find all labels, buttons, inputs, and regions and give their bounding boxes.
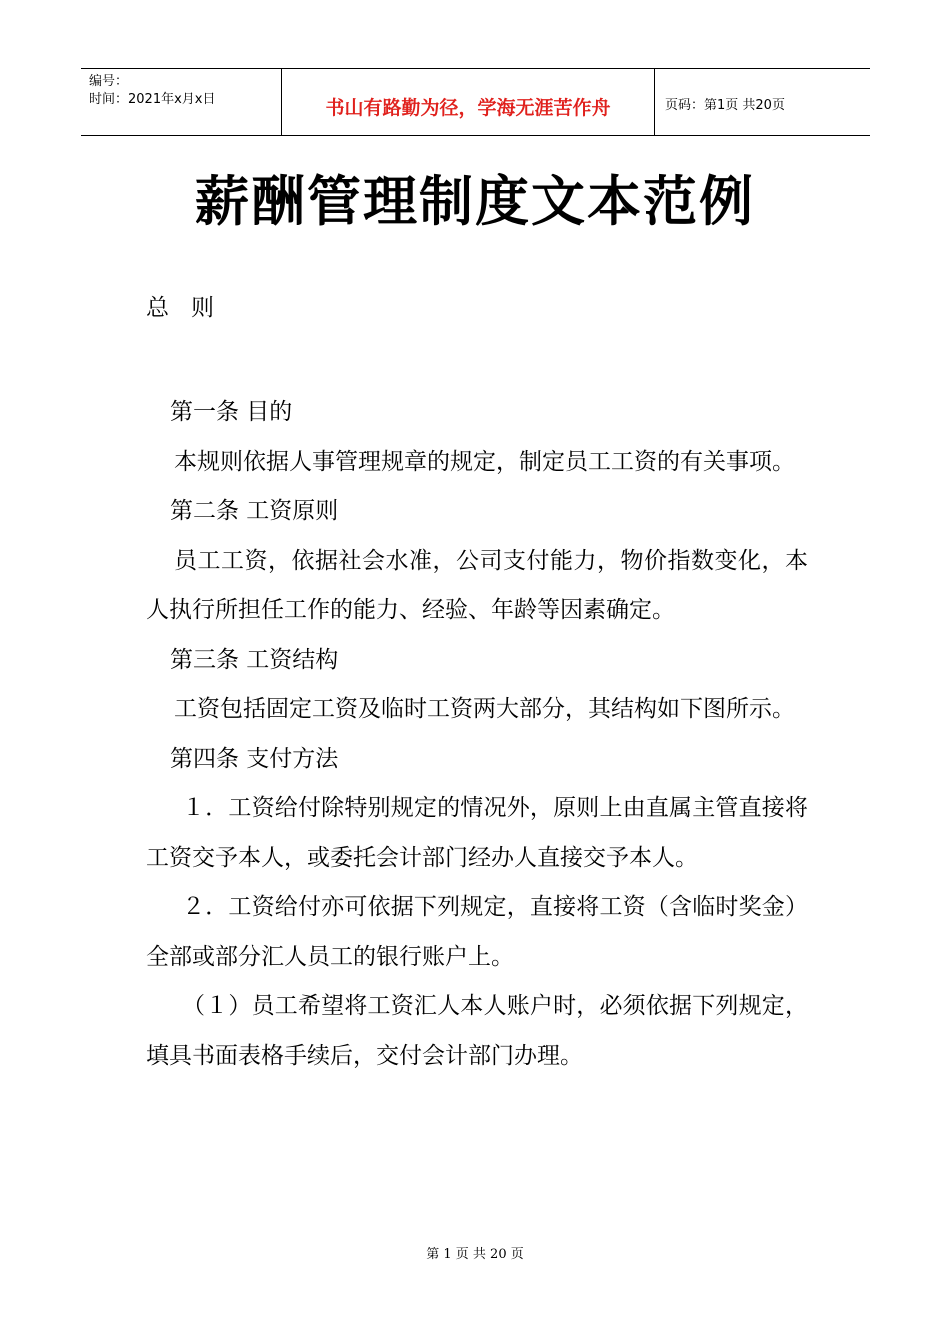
number-label: 编号： (89, 74, 129, 89)
article-text: （１）员工希望将工资汇人本人账户时，必须依据下列规定，填具书面表格手续后，交付会计部门办理。 (146, 993, 808, 1069)
article-heading: 第四条 支付方法 (170, 745, 339, 772)
article-text: ２．工资给付亦可依据下列规定，直接将工资（含临时奖金）全部或部分汇人员工的银行账户上。 (146, 894, 808, 970)
page-header (81, 68, 870, 136)
article-text: 员工工资，依据社会水准，公司支付能力，物价指数变化，本人执行所担任工作的能力、经验、年龄等因素确定。 (146, 547, 808, 623)
page-footer: 第 1 页 共 20 页 (426, 1247, 524, 1262)
article-heading: 第一条 目的 (170, 399, 293, 425)
header-meta (81, 69, 282, 135)
header-page-info: 页码：第1页 共20页 (665, 97, 785, 113)
article-text: 工资包括固定工资及临时工资两大部分，其结构如下图所示。 (174, 696, 795, 722)
document-body (146, 388, 808, 1081)
header-motto: 书山有路勤为径，学海无涯苦作舟 (282, 69, 655, 135)
article-heading: 第二条 工资原则 (170, 498, 339, 524)
section-heading (146, 292, 236, 324)
article-heading: 第三条 工资结构 (170, 646, 339, 673)
article-text: 本规则依据人事管理规章的规定，制定员工工资的有关事项。 (174, 448, 795, 475)
document-title: 薪酬管理制度文本范例 (195, 170, 755, 233)
article-text: １．工资给付除特别规定的情况外，原则上由直属主管直接将工资交予本人，或委托会计部门经办人直接交予本人。 (146, 795, 808, 871)
time-label: 时间：2021年x月x日 (89, 92, 216, 107)
section-char-2: 则 (191, 295, 214, 321)
section-char-1: 总 (146, 295, 169, 321)
